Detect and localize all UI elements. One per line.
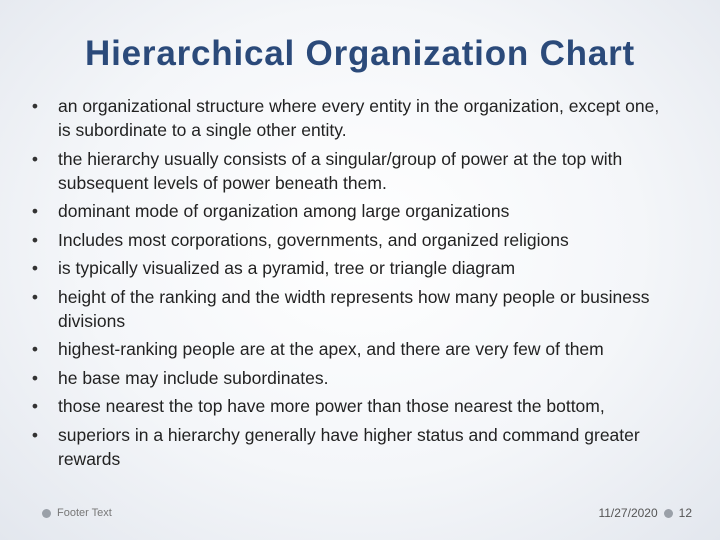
bullet-text: height of the ranking and the width represents how many people or business divisions	[58, 286, 650, 331]
bullet-icon: •	[31, 96, 39, 116]
bullet-text: he base may include subordinates.	[58, 367, 329, 388]
slide-title: Hierarchical Organization Chart	[85, 34, 635, 73]
bullet-item	[28, 423, 668, 471]
bullet-item	[28, 394, 668, 418]
bullet-item	[28, 228, 668, 252]
bullet-icon: •	[31, 424, 39, 445]
bullet-icon: •	[31, 286, 39, 307]
bullet-item	[28, 256, 668, 280]
footer-right	[598, 506, 692, 520]
bullet-text: is typically visualized as a pyramid, tree or triangle diagram	[58, 258, 516, 278]
bullet-text: those nearest the top have more power than those nearest the bottom,	[58, 396, 605, 416]
bullet-icon: •	[31, 148, 39, 169]
bullet-item	[28, 366, 668, 390]
bullet-text: superiors in a hierarchy generally have higher status and command greater rewards	[58, 424, 640, 469]
bullet-item	[28, 285, 668, 333]
slide-number: 12	[678, 506, 692, 520]
bullet-icon: •	[31, 229, 39, 250]
footer-dot-icon	[664, 509, 673, 518]
footer-date: 11/27/2020	[598, 506, 658, 520]
bullet-item	[28, 147, 668, 195]
bullet-list	[28, 94, 668, 475]
bullet-icon: •	[31, 367, 39, 388]
bullet-text: the hierarchy usually consists of a singular/group of power at the top with subsequent levels of power beneath them.	[58, 148, 623, 193]
bullet-icon: •	[31, 396, 39, 416]
bullet-text: highest-ranking people are at the apex, and there are very few of them	[58, 339, 604, 359]
bullet-icon: •	[31, 201, 39, 221]
bullet-item	[28, 199, 668, 223]
bullet-item	[28, 337, 668, 361]
footer-dot-icon	[42, 509, 51, 518]
bullet-icon: •	[31, 258, 39, 278]
bullet-text: an organizational structure where every entity in the organization, except one, is subordinate to a single other entity.	[58, 96, 660, 140]
bullet-item	[28, 94, 668, 142]
bullet-icon: •	[31, 339, 39, 359]
bullet-text: Includes most corporations, governments, and organized religions	[58, 229, 569, 250]
footer-left	[42, 507, 112, 519]
footer-text: Footer Text	[57, 507, 112, 519]
bullet-text: dominant mode of organization among large organizations	[58, 201, 510, 221]
